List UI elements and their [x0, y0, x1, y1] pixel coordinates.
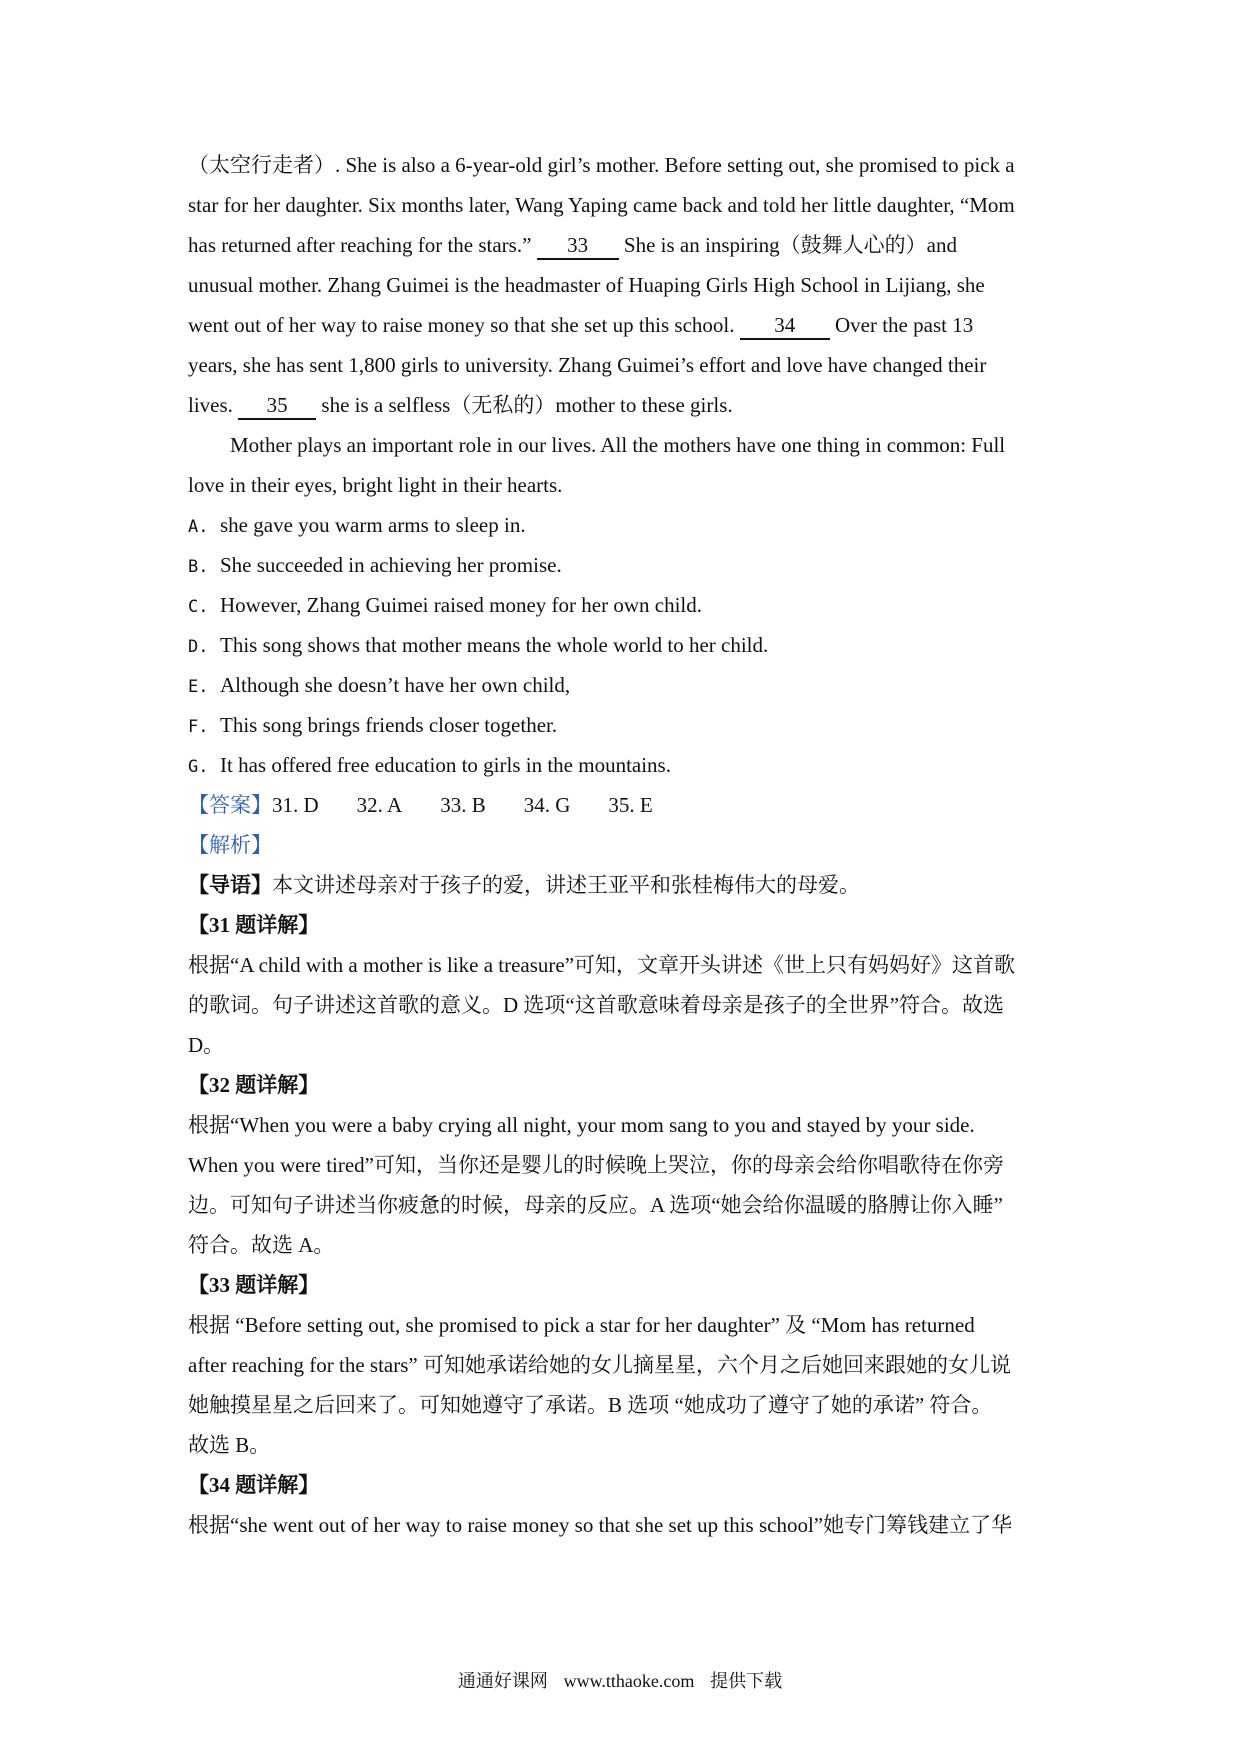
- option-b: B. She succeeded in achieving her promise.: [188, 553, 562, 577]
- passage-line: unusual mother. Zhang Guimei is the headmaster of Huaping Girls High School in Lijiang, she: [188, 273, 985, 297]
- option-d: D. This song shows that mother means the whole world to her child.: [188, 633, 769, 657]
- q33-line: 根据 “Before setting out, she promised to pick a star for her daughter” 及 “Mom has returned: [188, 1313, 975, 1337]
- answer-item: 32. A: [356, 793, 403, 817]
- q32-line: 边。可知句子讲述当你疲惫的时候，母亲的反应。A 选项“她会给你温暖的胳膊让你入睡”: [188, 1193, 1003, 1217]
- guide-line: 【导语】本文讲述母亲对于孩子的爱，讲述王亚平和张桂梅伟大的母爱。: [188, 873, 860, 897]
- answer-line: [188, 785, 1060, 825]
- passage-line: went out of her way to raise money so that she set up this school. 34 Over the past 13: [188, 305, 1060, 345]
- option-e: E. Although she doesn’t have her own child,: [188, 673, 571, 697]
- q31-line: 的歌词。句子讲述这首歌的意义。D 选项“这首歌意味着母亲是孩子的全世界”符合。故选: [188, 993, 1005, 1017]
- blank-34[interactable]: 34: [740, 312, 830, 340]
- analysis-label: 【解析】: [188, 833, 272, 857]
- q32-heading: 【32 题详解】: [188, 1073, 320, 1097]
- option-a: A. she gave you warm arms to sleep in.: [188, 513, 526, 537]
- answer-item: 31. D: [272, 793, 319, 817]
- passage-line: love in their eyes, bright light in their hearts.: [188, 473, 563, 497]
- passage-line: lives. 35 she is a selfless（无私的）mother to these girls.: [188, 385, 1060, 425]
- option-c: C. However, Zhang Guimei raised money for her own child.: [188, 593, 703, 617]
- passage-line: star for her daughter. Six months later, Wang Yaping came back and told her little daughter, “Mom: [188, 193, 1015, 217]
- answer-label: 【答案】: [188, 793, 272, 817]
- q31-heading: 【31 题详解】: [188, 913, 320, 937]
- q31-line: D。: [188, 1033, 225, 1057]
- option-list: [188, 505, 1060, 785]
- footer-url[interactable]: www.tthaoke.com: [563, 1671, 695, 1691]
- passage: [188, 145, 1060, 505]
- passage-line: （太空行走者）. She is also a 6-year-old girl’s mother. Before setting out, she promised to pick a: [188, 153, 1015, 177]
- guide-label: 【导语】: [188, 873, 272, 897]
- answer-item: 33. B: [440, 793, 486, 817]
- blank-35[interactable]: 35: [238, 392, 316, 420]
- passage-line: has returned after reaching for the stars.” 33 She is an inspiring（鼓舞人心的）and: [188, 225, 1060, 265]
- blank-33[interactable]: 33: [537, 232, 619, 260]
- q32-line: When you were tired”可知，当你还是婴儿的时候晚上哭泣，你的母亲会给你唱歌待在你旁: [188, 1153, 1004, 1177]
- option-f: F. This song brings friends closer together.: [188, 713, 558, 737]
- page-footer: [0, 1667, 1240, 1693]
- q33-line: after reaching for the stars” 可知她承诺给她的女儿摘星星，六个月之后她回来跟她的女儿说: [188, 1353, 1011, 1377]
- q32-line: 符合。故选 A。: [188, 1233, 335, 1257]
- document-page: [188, 145, 1060, 1545]
- option-g: G. It has offered free education to girls in the mountains.: [188, 753, 671, 777]
- footer-site-name: 通通好课网: [457, 1671, 548, 1692]
- q33-line: 她触摸星星之后回来了。可知她遵守了承诺。B 选项 “她成功了遵守了她的承诺” 符合。: [188, 1393, 993, 1417]
- q31-line: 根据“A child with a mother is like a treasure”可知，文章开头讲述《世上只有妈妈好》这首歌: [188, 953, 1016, 977]
- q34-heading: 【34 题详解】: [188, 1473, 320, 1497]
- q34-line: 根据“she went out of her way to raise money so that she set up this school”她专门筹钱建立了华: [188, 1513, 1013, 1537]
- q33-heading: 【33 题详解】: [188, 1273, 320, 1297]
- answer-item: 34. G: [523, 793, 571, 817]
- q32-line: 根据“When you were a baby crying all night, your mom sang to you and stayed by your side.: [188, 1113, 975, 1137]
- passage-line: years, she has sent 1,800 girls to university. Zhang Guimei’s effort and love have changed their: [188, 353, 987, 377]
- q33-line: 故选 B。: [188, 1433, 271, 1457]
- answer-item: 35. E: [608, 793, 653, 817]
- passage-line: Mother plays an important role in our lives. All the mothers have one thing in common: Full: [230, 433, 1006, 457]
- footer-download-text: 提供下载: [710, 1671, 783, 1692]
